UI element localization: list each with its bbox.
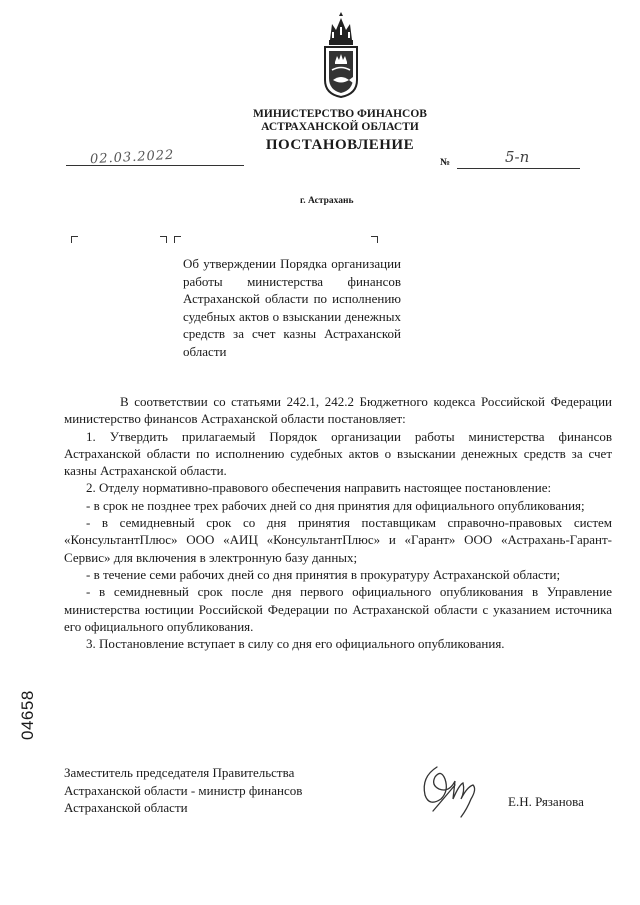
corner-mark-right-open (174, 236, 181, 243)
signatory-position-line2: Астраханской области - министр финансов (64, 782, 303, 798)
ministry-name-line1: МИНИСТЕРСТВО ФИНАНСОВ (253, 108, 427, 120)
item-2b-paragraph: - в семидневный срок со дня принятия поставщикам справочно-правовых систем «КонсультантПлюс» ООО «АИЦ «КонсультантПлюс» и «Гарант» ООО «Астрахань-Гарант-Сервис» для включения в электронную базу данных; (64, 515, 612, 565)
ministry-name (180, 108, 500, 134)
preamble-paragraph: В соответствии со статьями 242.1, 242.2 Бюджетного кодекса Российской Федерации министерство финансов Астраханской области постановляет: (64, 394, 612, 427)
number-label: № (440, 157, 451, 168)
date-handwritten: 02.03.2022 (89, 147, 175, 168)
astrakhan-emblem-icon (318, 10, 364, 98)
item-2-paragraph: 2. Отделу нормативно-правового обеспечения направить настоящее постановление: (86, 480, 552, 496)
number-handwritten: 5-п (505, 148, 530, 166)
city-label: г. Астрахань (300, 196, 354, 206)
corner-mark-right-close (371, 236, 378, 243)
document-subject: Об утверждении Порядка организации работы министерства финансов Астраханской области по исполнению судебных актов о взыскании денежных средств за счет казны Астраханской области (183, 256, 401, 359)
corner-mark-left-close (160, 236, 167, 243)
item-3-paragraph: 3. Постановление вступает в силу со дня его официального опубликования. (86, 636, 505, 652)
signatory-position-line1: Заместитель председателя Правительства (64, 765, 295, 780)
document-type-title: ПОСТАНОВЛЕНИЕ (265, 137, 415, 153)
ministry-name-line2: АСТРАХАНСКОЙ ОБЛАСТИ (261, 121, 419, 133)
document-body (64, 393, 612, 652)
item-2d-paragraph: - в семидневный срок после дня первого официального опубликования в Управление министерства юстиции Российской Федерации по Астраханской области с указанием источника его официального опубликования. (64, 584, 612, 634)
side-registration-number (18, 660, 58, 740)
item-1-paragraph: 1. Утвердить прилагаемый Порядок организации работы министерства финансов Астраханской области по исполнению судебных актов о взыскании денежных средств за счет казны Астраханской области. (64, 428, 612, 479)
signatory-name: Е.Н. Рязанова (508, 794, 584, 809)
signatory-position (64, 764, 302, 817)
number-underline (457, 168, 580, 169)
item-2c-paragraph: - в течение семи рабочих дней со дня принятия в прокуратуру Астраханской области; (86, 566, 561, 582)
signatory-position-line3: Астраханской области (64, 800, 188, 815)
item-2a-paragraph: - в срок не позднее трех рабочих дней со дня принятия для официального опубликования; (86, 497, 585, 513)
handwritten-signature-icon (415, 755, 487, 825)
side-registration-number-text: 04658 (18, 690, 37, 740)
corner-mark-left-open (71, 236, 78, 243)
